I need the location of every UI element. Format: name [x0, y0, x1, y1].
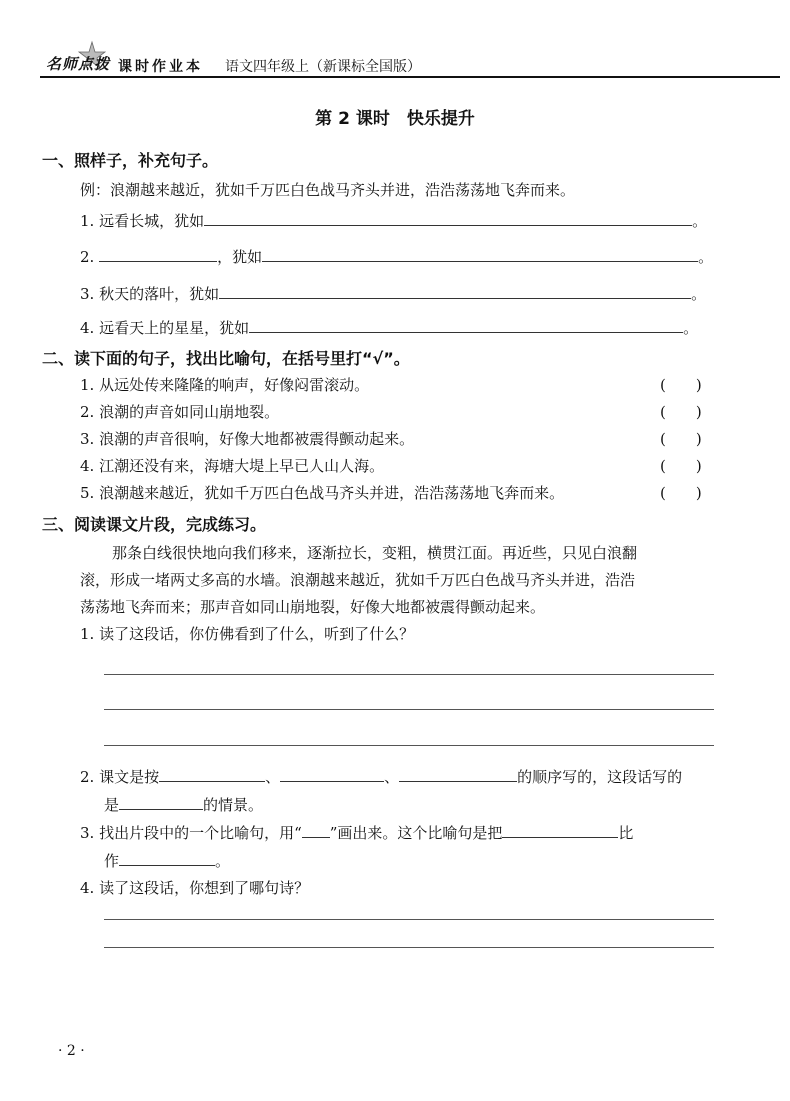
- passage-line-2: 滚，形成一堵两丈多高的水墙。浪潮越来越近，犹如千万匹白色战马齐头并进，浩浩: [80, 571, 636, 589]
- s2-item-3: 3. 浪潮的声音很响，好像大地都被震得颤动起来。: [80, 430, 415, 448]
- item-number: 4.: [80, 319, 95, 337]
- answer-blank[interactable]: [99, 247, 217, 262]
- answer-blank[interactable]: [280, 767, 384, 782]
- question-3-line-2: [104, 850, 230, 871]
- s2-item-2: 2. 浪潮的声音如同山崩地裂。: [80, 403, 280, 421]
- answer-blank[interactable]: [159, 767, 265, 782]
- section1-heading: 一、照样子，补充句子。: [42, 151, 219, 170]
- passage-line-3: 荡荡地飞奔而来；那声音如同山崩地裂，好像大地都被震得颤动起来。: [80, 598, 546, 616]
- answer-line[interactable]: [104, 674, 714, 675]
- item-prefix: 远看天上的星星，犹如: [99, 319, 250, 337]
- item-prefix: ，犹如: [217, 248, 263, 266]
- answer-blank[interactable]: [502, 823, 618, 838]
- answer-blank[interactable]: [249, 318, 683, 333]
- header-rule: [40, 76, 780, 78]
- q3-text: 作: [104, 852, 120, 870]
- page-title: 第 2 课时 快乐提升: [315, 109, 475, 129]
- s2-item-1: 1. 从远处传来隆隆的响声，好像闷雷滚动。: [80, 376, 370, 394]
- q3-text: ”画出来。这个比喻句是把: [329, 824, 503, 842]
- period: 。: [691, 285, 707, 303]
- section1-example: 例：浪潮越来越近，犹如千万匹白色战马齐头并进，浩浩荡荡地飞奔而来。: [80, 181, 576, 199]
- q3-text: 比: [618, 824, 634, 842]
- section2-heading: 二、读下面的句子，找出比喻句，在括号里打“√”。: [42, 349, 410, 368]
- s1-item-4: [80, 317, 698, 338]
- underline-sample: [302, 823, 330, 838]
- answer-paren-4[interactable]: ( ): [660, 457, 702, 475]
- s2-item-5: 5. 浪潮越来越近，犹如千万匹白色战马齐头并进，浩浩荡荡地飞奔而来。: [80, 484, 565, 502]
- question-1: 1. 读了这段话，你仿佛看到了什么，听到了什么？: [80, 625, 415, 643]
- answer-blank[interactable]: [119, 851, 215, 866]
- q2-text: 的情景。: [203, 796, 264, 814]
- s2-item-4: 4. 江潮还没有来，海塘大堤上早已人山人海。: [80, 457, 385, 475]
- answer-line[interactable]: [104, 709, 714, 710]
- item-number: 2.: [80, 248, 95, 266]
- answer-line[interactable]: [104, 919, 714, 920]
- answer-paren-2[interactable]: ( ): [660, 403, 702, 421]
- q3-text: 3. 找出片段中的一个比喻句，用“: [80, 824, 302, 842]
- answer-blank[interactable]: [119, 795, 203, 810]
- separator: 、: [265, 768, 281, 786]
- answer-blank[interactable]: [204, 211, 692, 226]
- period: 。: [683, 319, 699, 337]
- q2-text: 是: [104, 796, 120, 814]
- q2-text: 的顺序写的，这段话写的: [517, 768, 683, 786]
- separator: 、: [384, 768, 400, 786]
- item-number: 1.: [80, 212, 95, 230]
- item-prefix: 远看长城，犹如: [99, 212, 205, 230]
- period: 。: [692, 212, 708, 230]
- answer-paren-1[interactable]: ( ): [660, 376, 702, 394]
- question-2-line-2: [104, 794, 263, 815]
- q2-text: 2. 课文是按: [80, 768, 160, 786]
- answer-blank[interactable]: [262, 247, 698, 262]
- question-3-line-1: [80, 822, 633, 843]
- period: 。: [698, 248, 714, 266]
- answer-blank[interactable]: [399, 767, 517, 782]
- answer-blank[interactable]: [219, 284, 691, 299]
- question-4: 4. 读了这段话，你想到了哪句诗？: [80, 879, 310, 897]
- answer-paren-3[interactable]: ( ): [660, 430, 702, 448]
- q3-text: 。: [215, 852, 231, 870]
- series-name: 课时作业本: [118, 59, 203, 75]
- item-prefix: 秋天的落叶，犹如: [99, 285, 220, 303]
- question-2-line-1: [80, 766, 682, 787]
- logo-text: 名师点拨: [46, 55, 111, 73]
- s1-item-3: [80, 283, 706, 304]
- s1-item-2: [80, 246, 713, 267]
- answer-line[interactable]: [104, 745, 714, 746]
- s1-item-1: [80, 210, 707, 231]
- book-subject: 语文四年级上（新课标全国版）: [225, 59, 421, 75]
- passage-line-1: 那条白线很快地向我们移来，逐渐拉长，变粗，横贯江面。再近些，只见白浪翻: [112, 544, 638, 562]
- answer-line[interactable]: [104, 947, 714, 948]
- section3-heading: 三、阅读课文片段，完成练习。: [42, 515, 267, 534]
- page-number: · 2 ·: [58, 1043, 85, 1059]
- item-number: 3.: [80, 285, 95, 303]
- answer-paren-5[interactable]: ( ): [660, 484, 702, 502]
